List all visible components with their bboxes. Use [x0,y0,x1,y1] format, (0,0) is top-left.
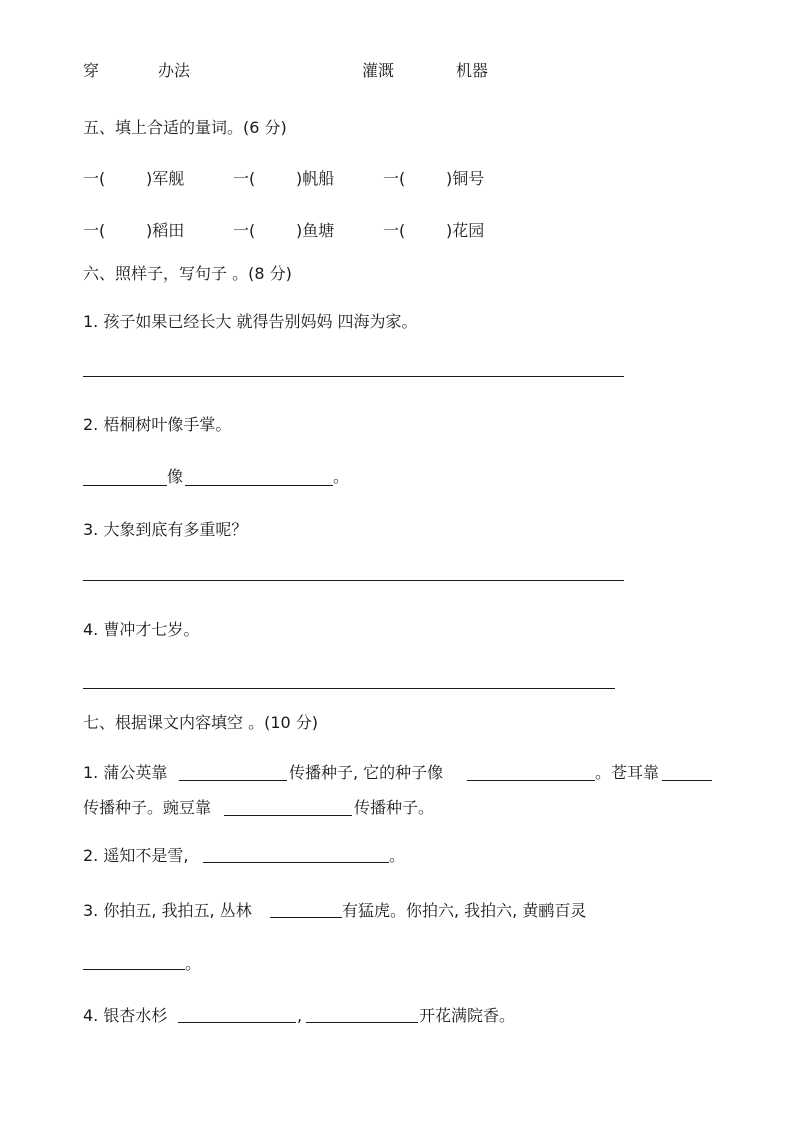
section7-q3-text-c: 。 [185,954,202,973]
fill-blank[interactable] [178,1022,296,1023]
fill-word-xiang: 像 [167,467,184,486]
section7-q1-text-e: 传播种子。 [354,798,435,817]
section7-q2-text-b: 。 [389,846,406,865]
measure-prefix: 一( [233,221,256,240]
fill-blank[interactable] [467,780,595,781]
fill-blank[interactable] [179,780,287,781]
measure-prefix: 一( [83,169,106,188]
measure-prefix: 一( [83,221,106,240]
answer-line[interactable] [83,376,624,377]
fill-blank[interactable] [224,815,352,816]
section7-q4-text-a: 4. 银杏水杉 [83,1006,168,1025]
section6-question-2: 2. 梧桐树叶像手掌。 [83,415,232,434]
section6-question-4: 4. 曹冲才七岁。 [83,620,200,639]
measure-suffix: )军舰 [146,169,185,188]
section7-q4-text-b: , [297,1006,303,1025]
fill-blank[interactable] [270,917,342,918]
section7-q3-text-b: 有猛虎。你拍六, 我拍六, 黄鹂百灵 [342,901,587,920]
top-word-banfa: 办法 [158,61,191,80]
top-word-guangai: 灌溉 [362,61,395,80]
fill-blank[interactable] [662,780,712,781]
measure-suffix: )花园 [446,221,485,240]
section6-question-3: 3. 大象到底有多重呢？ [83,520,248,539]
fill-blank[interactable] [306,1022,418,1023]
measure-suffix: )鱼塘 [296,221,335,240]
answer-line[interactable] [83,688,615,689]
top-word-jiqi: 机器 [456,61,489,80]
answer-line[interactable] [83,580,624,581]
fill-blank[interactable] [83,485,167,486]
measure-prefix: 一( [383,221,406,240]
measure-suffix: )铜号 [446,169,485,188]
section7-q4-text-c: 开花满院香。 [419,1006,516,1025]
fill-blank[interactable] [83,969,185,970]
section5-title: 五、填上合适的量词。(6 分) [83,118,287,137]
measure-suffix: )帆船 [296,169,335,188]
section6-question-1: 1. 孩子如果已经长大 就得告别妈妈 四海为家。 [83,312,418,331]
top-word-chuan: 穿 [83,61,100,80]
measure-suffix: )稻田 [146,221,185,240]
fill-blank[interactable] [185,485,333,486]
measure-prefix: 一( [383,169,406,188]
section7-q1-text-b: 传播种子, 它的种子像 [289,763,444,782]
section7-q3-text-a: 3. 你拍五, 我拍五, 丛林 [83,901,252,920]
section7-q1-text-c: 。苍耳靠 [595,763,660,782]
section7-q1-text-a: 1. 蒲公英靠 [83,763,168,782]
section7-q2-text-a: 2. 遥知不是雪, [83,846,189,865]
section7-title: 七、根据课文内容填空 。(10 分) [83,713,319,732]
measure-prefix: 一( [233,169,256,188]
fill-blank[interactable] [203,862,389,863]
section7-q1-text-d: 传播种子。豌豆靠 [83,798,212,817]
section6-title: 六、照样子，写句子 。(8 分) [83,264,292,283]
fill-period: 。 [333,467,350,486]
